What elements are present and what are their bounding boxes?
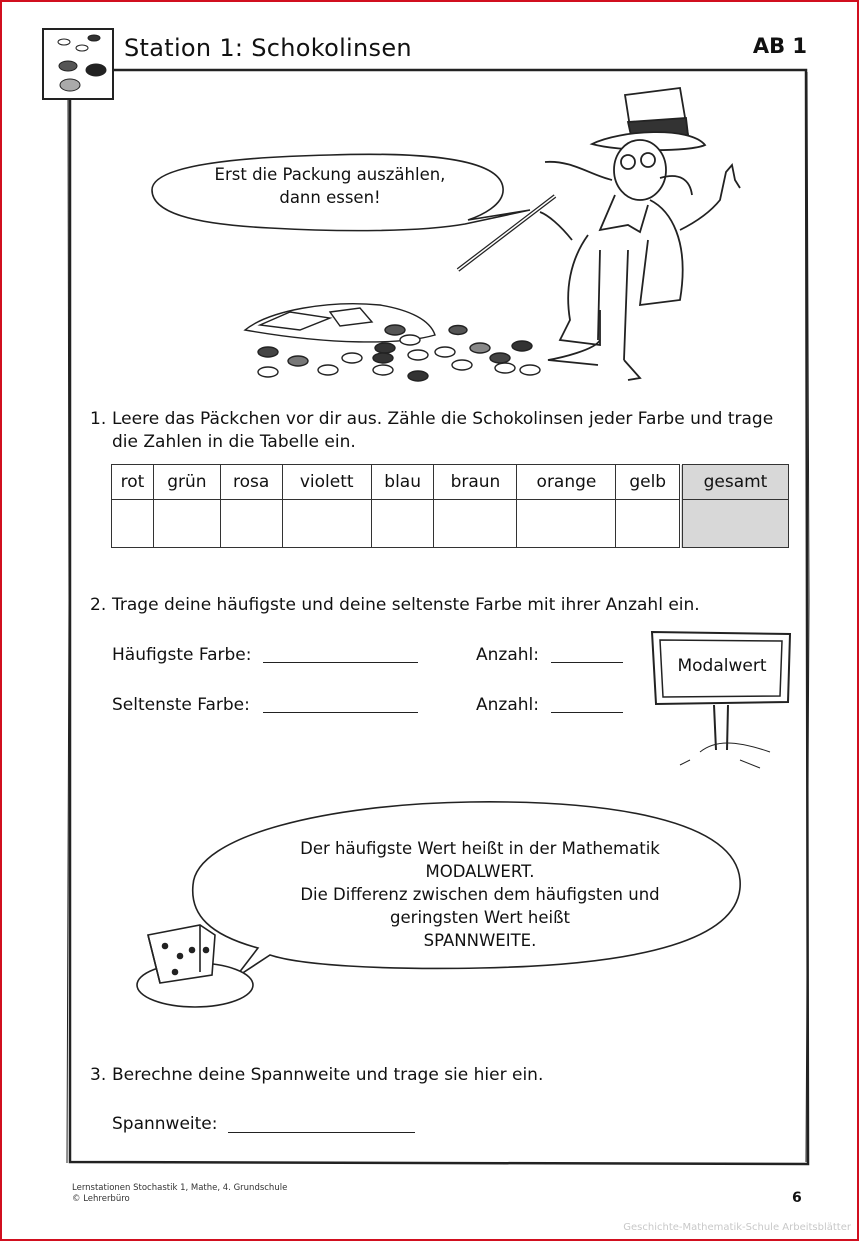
- most-frequent-answer-line[interactable]: [263, 662, 418, 663]
- task-1: [90, 408, 773, 454]
- sign-label: Modalwert: [677, 656, 767, 676]
- table-header-row: [112, 465, 789, 500]
- footer-line: © Lehrerbüro: [72, 1193, 130, 1204]
- watermark: Geschichte-Mathematik-Schule Arbeitsblätter: [623, 1222, 851, 1233]
- answer-cell[interactable]: [220, 500, 282, 548]
- bubble-bottom-line: MODALWERT.: [425, 862, 535, 881]
- task-3: [90, 1064, 543, 1087]
- magician-illustration: [458, 88, 740, 380]
- count-label: Anzahl:: [476, 695, 539, 715]
- bubble-top-line: Erst die Packung auszählen,: [214, 165, 446, 184]
- header-cell-gelb: gelb: [616, 465, 681, 500]
- most-frequent-label: Häufigste Farbe:: [112, 645, 252, 665]
- header-cell-orange: orange: [517, 465, 616, 500]
- page-title: Station 1: Schokolinsen: [124, 34, 412, 62]
- table-answer-row: [112, 500, 789, 548]
- task-text: Trage deine häufigste und deine seltenste Farbe mit ihrer Anzahl ein.: [112, 595, 700, 615]
- bubble-bottom-line: Die Differenz zwischen dem häufigsten und: [300, 885, 660, 904]
- answer-cell[interactable]: [154, 500, 221, 548]
- speech-bubble-bottom-text: [265, 837, 695, 952]
- task-number: 2.: [90, 595, 107, 615]
- answer-cell[interactable]: [434, 500, 517, 548]
- answer-cell[interactable]: [517, 500, 616, 548]
- answer-cell[interactable]: [616, 500, 681, 548]
- most-frequent-count-line[interactable]: [551, 662, 623, 663]
- bubble-bottom-line: Der häufigste Wert heißt in der Mathematik: [300, 839, 660, 858]
- least-frequent-label: Seltenste Farbe:: [112, 695, 250, 715]
- bubble-bottom-line: geringsten Wert heißt: [390, 908, 570, 927]
- sign-illustration: [652, 632, 790, 768]
- bubble-top-line: dann essen!: [279, 188, 381, 207]
- count-label: Anzahl:: [476, 645, 539, 665]
- answer-cell[interactable]: [371, 500, 434, 548]
- header-cell-rosa: rosa: [220, 465, 282, 500]
- station-logo: [42, 28, 114, 100]
- candy-bag-illustration: [245, 304, 540, 381]
- header-cell-braun: braun: [434, 465, 517, 500]
- header-cell-rot: rot: [112, 465, 154, 500]
- task-text: Berechne deine Spannweite und trage sie hier ein.: [112, 1065, 544, 1085]
- range-answer-line[interactable]: [228, 1132, 415, 1133]
- least-frequent-count-line[interactable]: [551, 712, 623, 713]
- answer-cell[interactable]: [112, 500, 154, 548]
- task-2: [90, 594, 700, 617]
- header-cell-blau: blau: [371, 465, 434, 500]
- speech-bubble-top-text: [175, 163, 485, 209]
- page-number: 6: [792, 1190, 802, 1206]
- task-text: Leere das Päckchen vor dir aus. Zähle die Schokolinsen jeder Farbe und trage: [112, 409, 774, 429]
- task-number: 3.: [90, 1065, 107, 1085]
- header-cell-violett: violett: [282, 465, 371, 500]
- footer-source: [72, 1183, 287, 1204]
- task-text: die Zahlen in die Tabelle ein.: [112, 432, 356, 452]
- header-cell-gesamt: gesamt: [681, 465, 789, 500]
- bubble-bottom-line: SPANNWEITE.: [423, 931, 537, 950]
- color-count-table: [111, 464, 789, 548]
- task-number: 1.: [90, 409, 107, 429]
- range-label: Spannweite:: [112, 1114, 218, 1134]
- footer-line: Lernstationen Stochastik 1, Mathe, 4. Grundschule: [72, 1183, 288, 1193]
- worksheet-id: AB 1: [752, 34, 807, 58]
- header-cell-gruen: grün: [154, 465, 221, 500]
- least-frequent-answer-line[interactable]: [263, 712, 418, 713]
- answer-cell[interactable]: [282, 500, 371, 548]
- answer-cell-total[interactable]: [681, 500, 789, 548]
